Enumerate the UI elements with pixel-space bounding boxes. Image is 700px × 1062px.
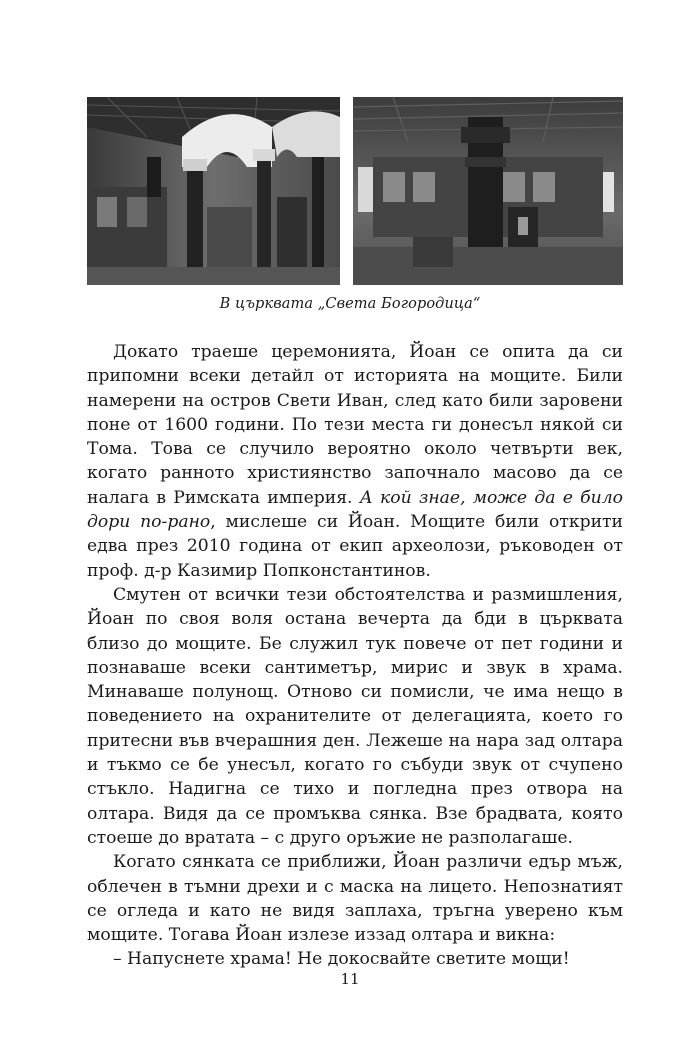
church-interior-photo-right bbox=[353, 97, 623, 285]
figure-caption: В църквата „Света Богородица“ bbox=[219, 296, 481, 312]
paragraph: Смутен от всички тези обстоятелства и размишления, Йоан по своя воля остана вечерта да бди в църквата близо до мощите. Бе служил тук повече от пет години и познаваше всеки сантиметър, мирис и звук в храма. Минаваше полунощ. Отново си помисли, че има нещо в поведението на охранителите от делегацията, което го притесни във вчерашния ден. Лежеше на нара зад олтара и тъкмо се бе унесъл, когато го събуди звук от счупено стъкло. Надигна се тихо и погледна през отвора на олтара. Видя да се промъква сянка. Взе брадвата, която стоеше до вратата – с друго оръжие не разполагаше. bbox=[87, 584, 623, 848]
photo-strip bbox=[87, 97, 623, 285]
paragraph-text: , мислеше си Йоан. Мощите били открити едва през 2010 година от екип археолози, ръководен от проф. д-р Казимир Попконстантинов. bbox=[87, 512, 623, 581]
paragraph: Когато сянката се приближи, Йоан различи едър мъж, облечен в тъмни дрехи и с маска на лицето. Непознатият се огледа и като не видя заплаха, тръгна уверено към мощите. Тогава Йоан излезе иззад олтара и викна: bbox=[87, 852, 623, 946]
paragraph bbox=[87, 340, 623, 583]
church-iconostasis-image bbox=[353, 97, 623, 285]
body-text bbox=[87, 340, 623, 972]
church-columns-image bbox=[87, 97, 340, 285]
italic-thought: А кой знае, може да е било дори по-рано bbox=[87, 487, 623, 533]
page-number: 11 bbox=[340, 970, 360, 988]
paragraph-text: Докато траеше церемонията, Йоан се опита да си припомни всеки детайл от историята на мощите. Били намерени на остров Свети Иван, след като били заровени поне от 1600 години. По тези места ги донесъл някой си Тома. Това се случило вероятно около четвърти век, когато ранното християнство започнало масово да се налага в Римската империя. bbox=[87, 342, 623, 508]
church-interior-photo-left bbox=[87, 97, 340, 285]
paragraph: – Напуснете храма! Не докосвайте светите мощи! bbox=[113, 949, 570, 970]
